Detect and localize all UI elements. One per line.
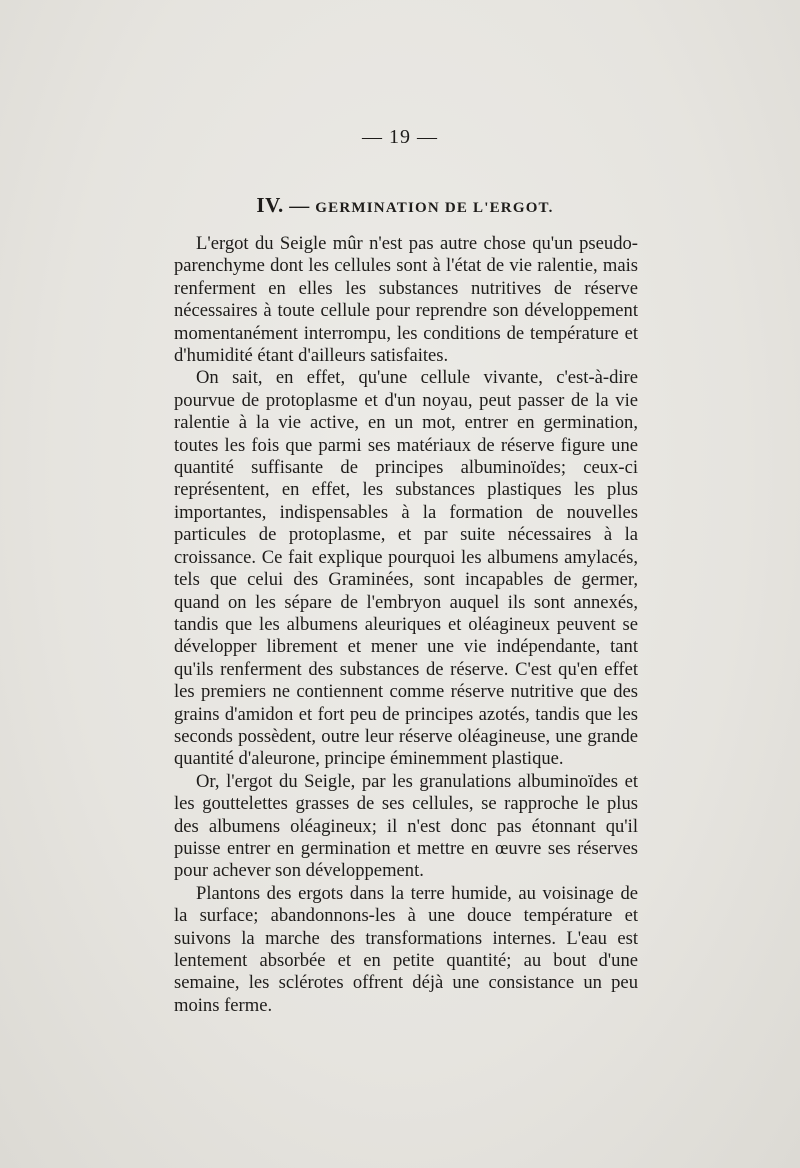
body-text [174,233,638,1017]
paragraph-4: Plantons des ergots dans la terre humide, au voisinage de la surface; abandonnons-les à une douce température et suivons la marche des transformations internes. L'eau est lentement absorbée et en petite quantité; au bout d'une semaine, les sclérotes offrent déjà une consistance un peu moins ferme. [174,882,638,1016]
section-title: GERMINATION DE L'ERGOT. [315,200,554,216]
page-number: — 19 — [362,126,438,148]
paragraph-2: On sait, en effet, qu'une cellule vivante, c'est-à-dire pourvue de protoplasme et d'un noyau, peut passer de la vie ralentie à la vie active, en un mot, entrer en germination, toutes les fois que parmi ses matériaux de réserve figure une quantité suffisante de principes albuminoïdes; ceux-ci représentent, en effet, les substances plastiques les plus importantes, indispensables à la formation de nouvelles particules de protoplasme, et par suite nécessaires à la croissance. Ce fait explique pourquoi les albumens amylacés, tels que celui des Graminées, sont incapables de germer, quand on les sépare de l'embryon auquel ils sont annexés, tandis que les albumens aleuriques et oléagineux peuvent se développer librement et mener une vie indépendante, tant qu'ils renferment des substances de réserve. C'est qu'en effet les premiers ne contiennent comme réserve nutritive que des grains d'amidon et fort peu de principes azotés, tandis que les seconds possèdent, outre leur réserve oléagineuse, une grande quantité d'aleurone, principe éminemment plastique. [174,367,638,770]
section-dash: — [289,195,310,217]
paragraph-3: Or, l'ergot du Seigle, par les granulations albuminoïdes et les gouttelettes grasses de ses cellules, se rapproche le plus des albumens oléagineux; il n'est donc pas étonnant qu'il puisse entrer en germination et mettre en œuvre ses réserves pour achever son développement. [174,770,638,882]
section-numeral: IV. [256,193,284,217]
paragraph-1: L'ergot du Seigle mûr n'est pas autre chose qu'un pseudo-parenchyme dont les cellules sont à l'état de vie ralentie, mais renferment en elles les substances nutritives de réserve nécessaires à toute cellule pour reprendre son développement momentanément interrompu, les conditions de température et d'humidité étant d'ailleurs satisfaites. [174,233,638,367]
section-heading [0,193,800,218]
